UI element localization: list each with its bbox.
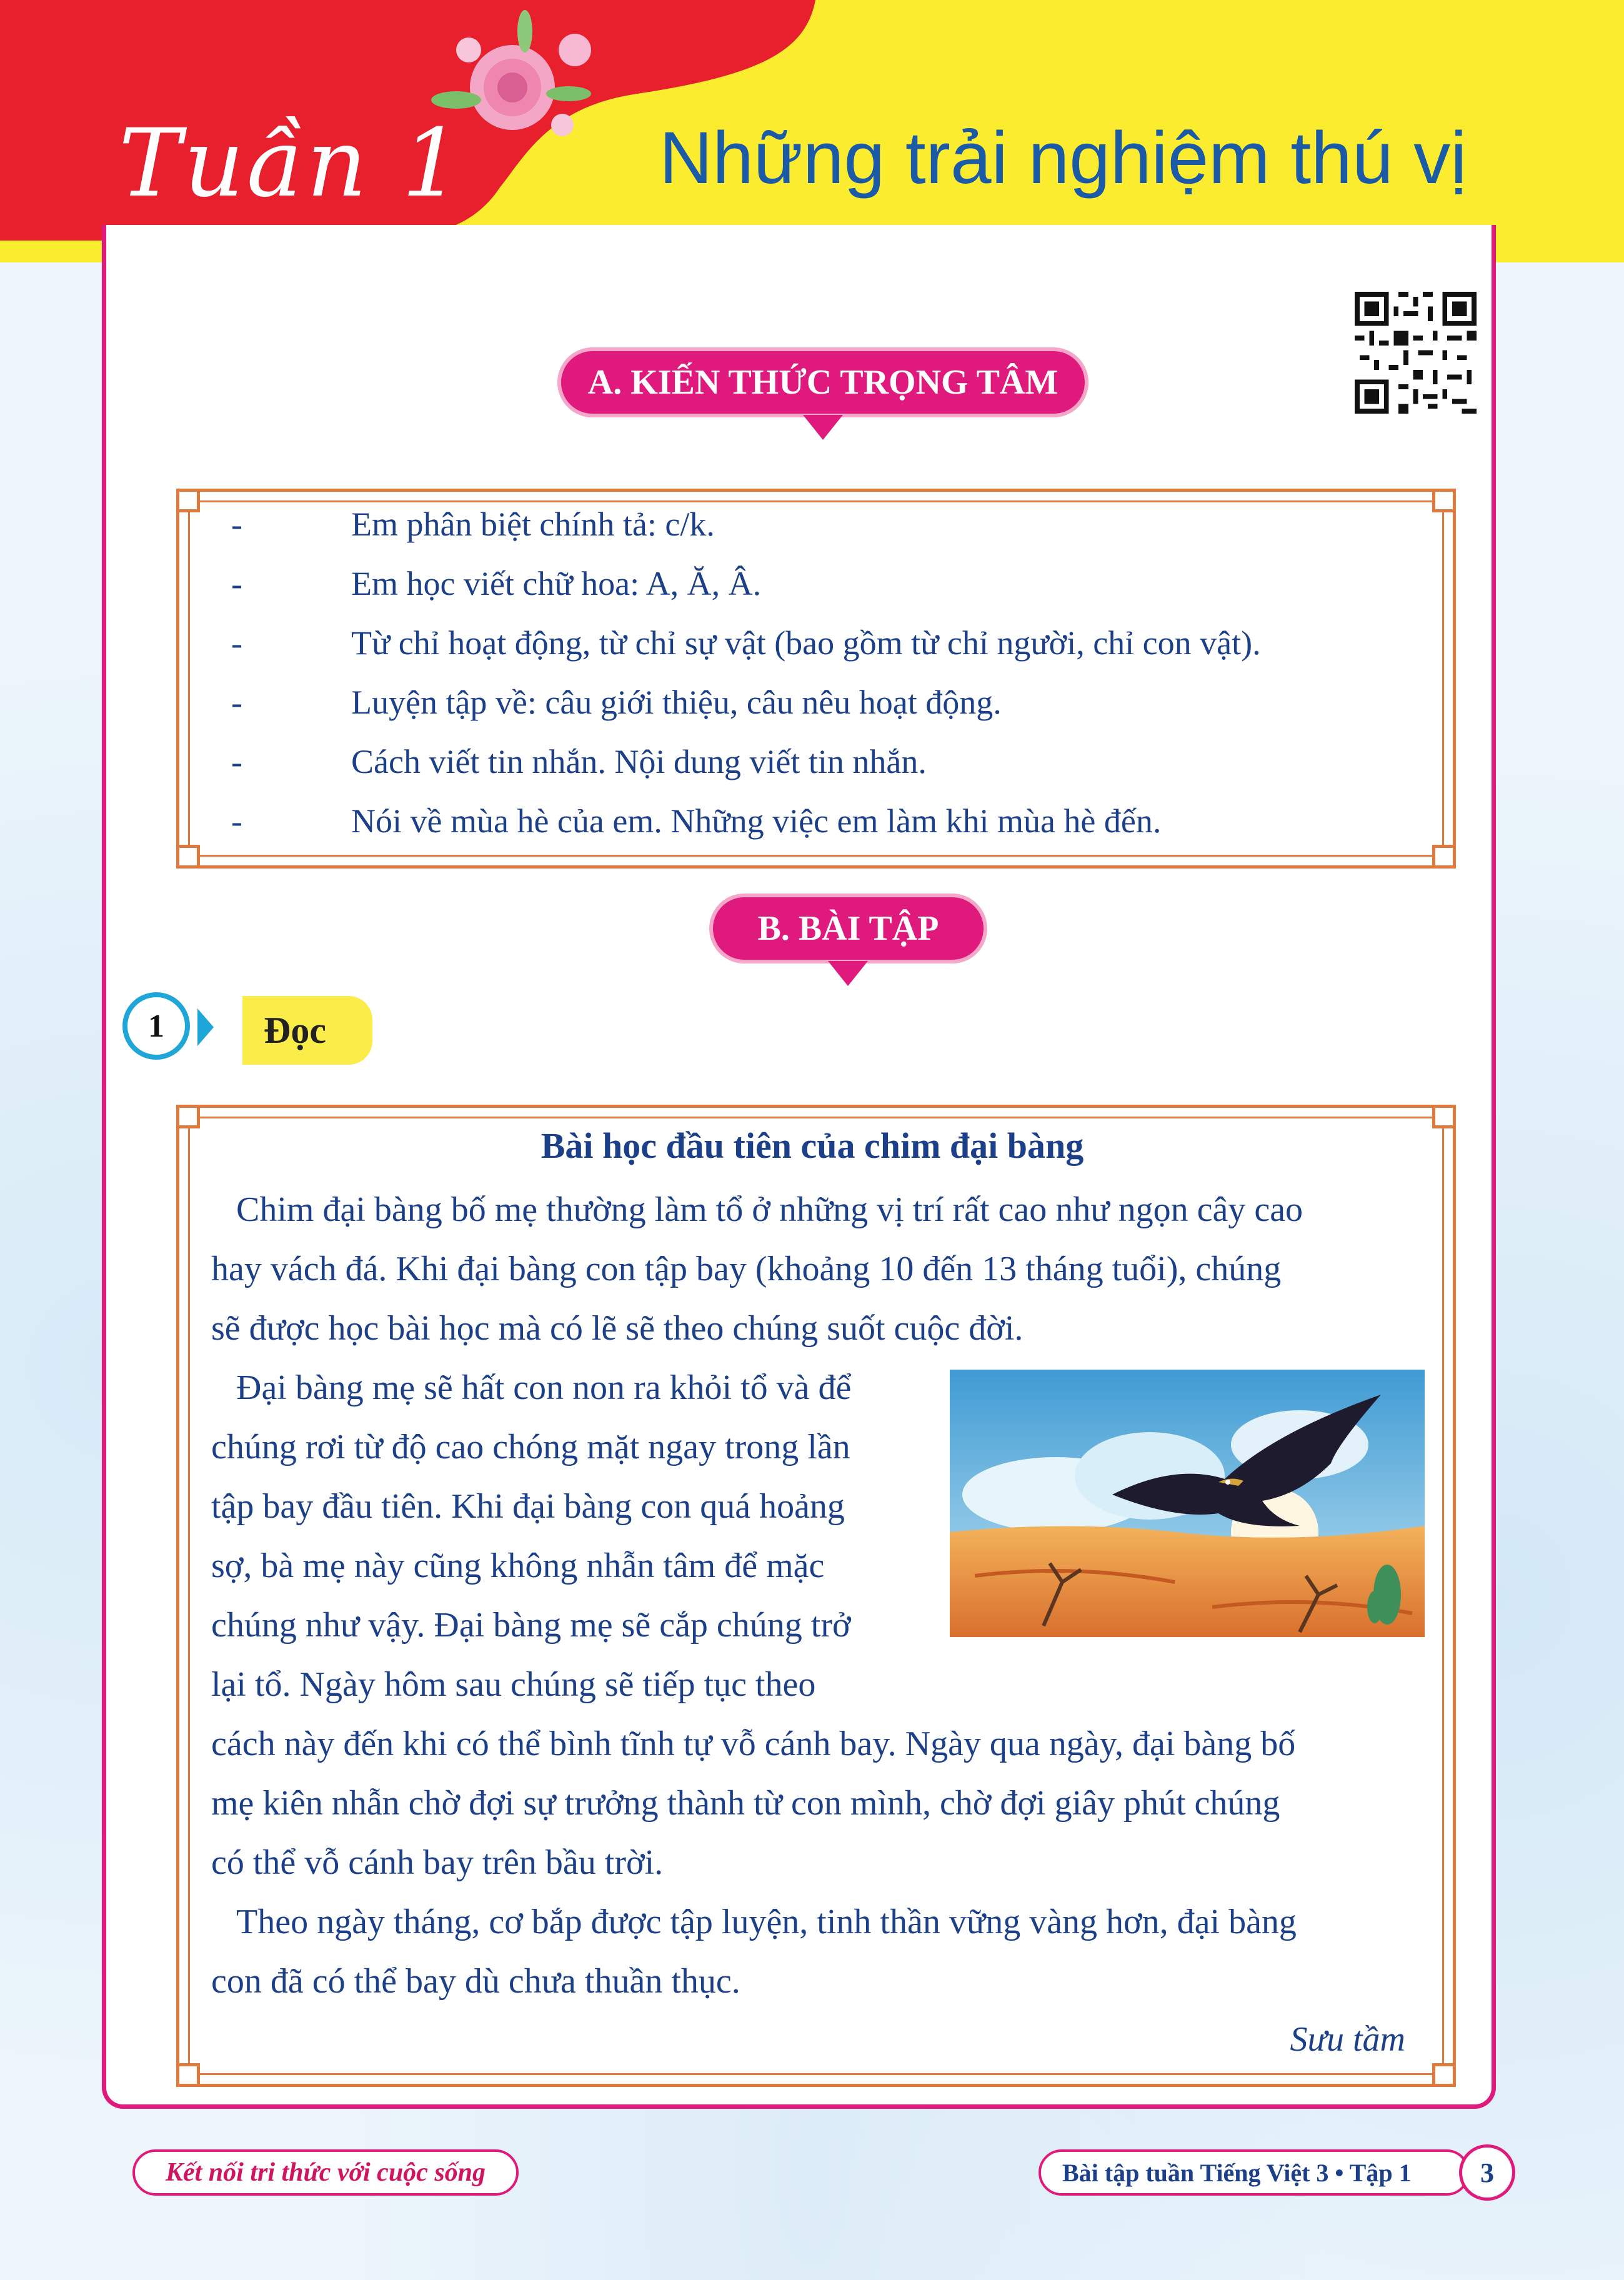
list-dash: -: [231, 565, 242, 602]
footer-series-name: Kết nối tri thức với cuộc sống: [132, 2149, 519, 2196]
reading-line: có thể vỗ cánh bay trên bầu trời.: [211, 1843, 664, 1882]
footer-book-title: Bài tập tuần Tiếng Việt 3 • Tập 1: [1039, 2149, 1470, 2196]
box-corner: [176, 845, 200, 869]
reading-line: chúng như vậy. Đại bàng mẹ sẽ cắp chúng trở: [211, 1606, 851, 1645]
list-item-text: Em học viết chữ hoa: A, Ă, Â.: [351, 565, 762, 602]
eagle-illustration: [950, 1370, 1425, 1637]
page-title: Những trải nghiệm thú vị: [659, 117, 1467, 199]
page-number: 3: [1459, 2144, 1515, 2201]
box-corner: [1432, 2063, 1456, 2087]
reading-line: hay vách đá. Khi đại bàng con tập bay (khoảng 10 đến 13 tháng tuổi), chúng: [211, 1250, 1282, 1288]
list-item-text: Em phân biệt chính tả: c/k.: [351, 505, 715, 543]
week-title: Tuần 1: [119, 109, 464, 218]
list-dash: -: [231, 684, 242, 721]
list-dash: -: [231, 505, 242, 543]
section-b-banner: [709, 894, 987, 963]
reading-line: tập bay đầu tiên. Khi đại bàng con quá hoảng: [211, 1487, 845, 1526]
reading-line: chúng rơi từ độ cao chóng mặt ngay trong lần: [211, 1428, 850, 1466]
reading-line: mẹ kiên nhẫn chờ đợi sự trưởng thành từ con mình, chờ đợi giây phút chúng: [211, 1784, 1280, 1823]
box-corner: [176, 489, 200, 512]
reading-line: sẽ được học bài học mà có lẽ sẽ theo chúng suốt cuộc đời.: [211, 1309, 1024, 1348]
exercise-arrow-icon: [197, 1008, 214, 1046]
list-dash: -: [231, 802, 242, 840]
reading-line: Đại bàng mẹ sẽ hất con non ra khỏi tổ và để: [236, 1368, 852, 1407]
box-corner: [176, 2063, 200, 2087]
section-b-banner-tail: [828, 961, 868, 986]
section-a-banner-tail: [803, 415, 843, 440]
page-header: [0, 0, 1624, 262]
exercise-label: Đọc: [242, 996, 372, 1065]
section-a-title: A. KIẾN THỨC TRỌNG TÂM: [587, 363, 1059, 402]
list-item-text: Nói về mùa hè của em. Những việc em làm khi mùa hè đến.: [351, 802, 1162, 840]
list-item-text: Từ chỉ hoạt động, từ chỉ sự vật (bao gồm từ chỉ người, chỉ con vật).: [351, 624, 1261, 662]
list-item-text: Cách viết tin nhắn. Nội dung viết tin nhắn.: [351, 743, 927, 780]
reading-line: Theo ngày tháng, cơ bắp được tập luyện, tinh thần vững vàng hơn, đại bàng: [236, 1903, 1297, 1941]
qr-code-icon: [1355, 292, 1477, 414]
list-dash: -: [231, 743, 242, 780]
reading-line: lại tổ. Ngày hôm sau chúng sẽ tiếp tục theo: [211, 1665, 816, 1704]
reading-title: Bài học đầu tiên của chim đại bàng: [541, 1125, 1084, 1166]
reading-line: cách này đến khi có thể bình tĩnh tự vỗ cánh bay. Ngày qua ngày, đại bàng bố: [211, 1725, 1296, 1763]
reading-line: Chim đại bàng bố mẹ thường làm tổ ở những vị trí rất cao như ngọn cây cao: [236, 1190, 1303, 1229]
reading-line: sợ, bà mẹ này cũng không nhẫn tâm để mặc: [211, 1546, 825, 1585]
exercise-number-badge: 1: [122, 992, 190, 1060]
list-item-text: Luyện tập về: câu giới thiệu, câu nêu hoạt động.: [351, 684, 1002, 721]
box-corner: [1432, 489, 1456, 512]
reading-source: Sưu tầm: [1290, 2020, 1405, 2059]
reading-line: con đã có thể bay dù chưa thuần thục.: [211, 1962, 740, 2001]
list-dash: -: [231, 624, 242, 662]
box-corner: [1432, 845, 1456, 869]
section-b-title: B. BÀI TẬP: [757, 909, 939, 948]
section-a-banner: [557, 347, 1088, 417]
